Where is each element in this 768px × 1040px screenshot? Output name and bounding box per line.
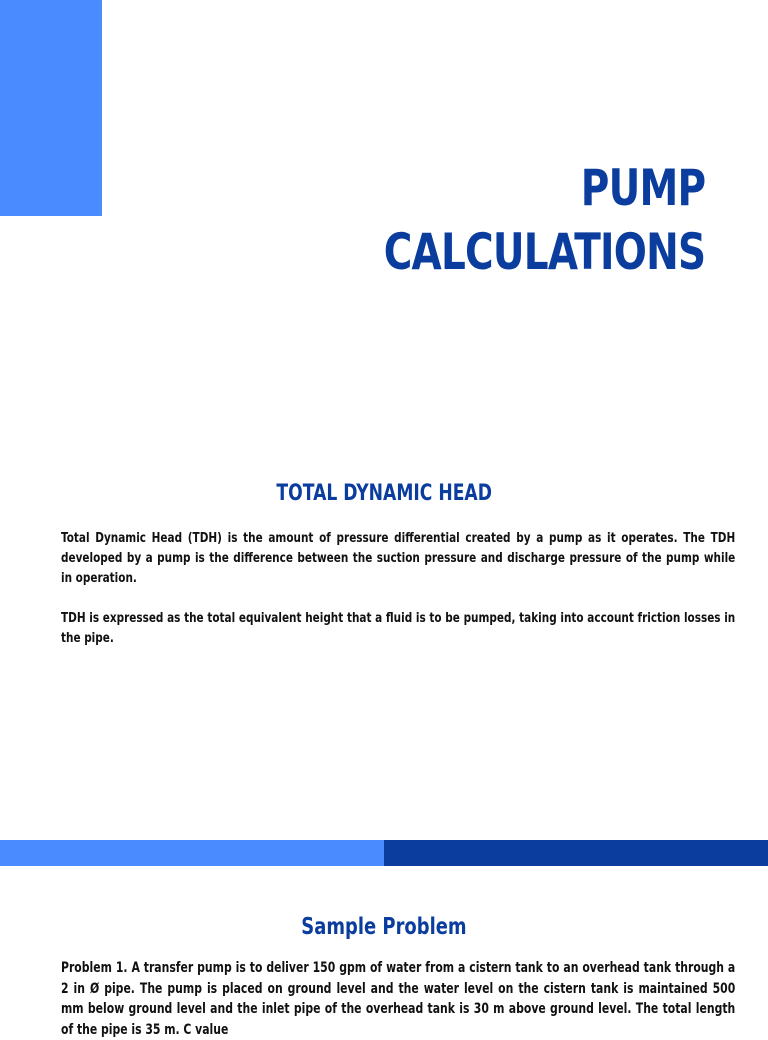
- problem-1-paragraph: [61, 958, 735, 1040]
- tdh-paragraph-1-text: Total Dynamic Head (TDH) is the amount of pressure differential created by a pump as it operates. The TDH developed by a pump is the difference between the suction pressure and discharge pressure of the pump while in operation.: [61, 530, 736, 586]
- tdh-paragraph-2: [61, 608, 735, 648]
- corner-accent-block: [0, 0, 102, 216]
- page-title: [383, 156, 705, 284]
- sample-problem-heading: [0, 912, 768, 942]
- tdh-heading-text: TOTAL DYNAMIC HEAD: [276, 481, 492, 506]
- divider-band-dark: [384, 840, 768, 866]
- tdh-heading: [0, 480, 768, 508]
- tdh-paragraph-1: [61, 528, 735, 588]
- page-title-line-2: CALCULATIONS: [383, 223, 705, 281]
- problem-1-text: Problem 1. A transfer pump is to deliver 150 gpm of water from a cistern tank to an overhead tank through a 2 in Ø pipe. The pump is placed on ground level and the water level on the cistern tank is maintained 500 mm below ground level and the inlet pipe of the overhead tank is 30 m above ground level. The total length of the pipe is 35 m. C value: [61, 960, 736, 1038]
- divider-band-light: [0, 840, 384, 866]
- tdh-paragraph-2-text: TDH is expressed as the total equivalent height that a fluid is to be pumped, taking into account friction losses in the pipe.: [61, 610, 736, 646]
- page-title-line-1: PUMP: [580, 159, 705, 217]
- sample-problem-heading-text: Sample Problem: [301, 914, 467, 940]
